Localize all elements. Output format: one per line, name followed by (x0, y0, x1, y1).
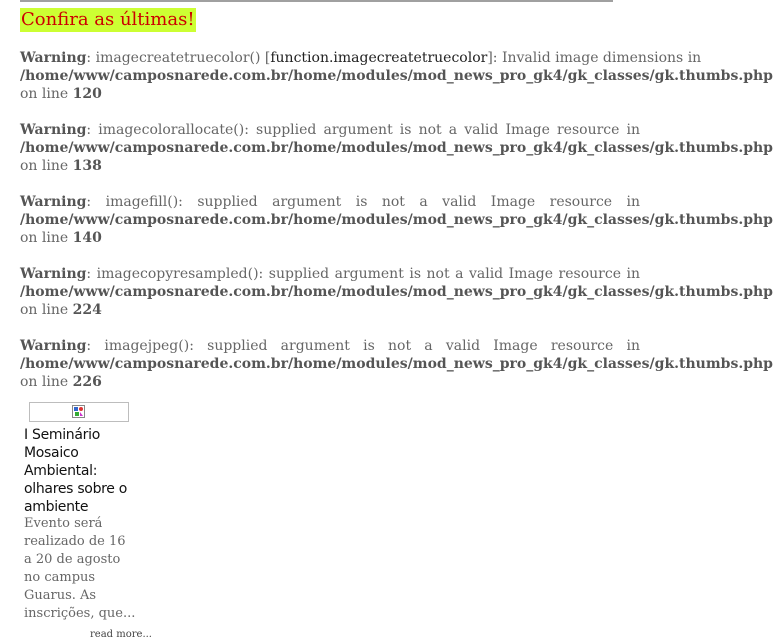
warning-text: imagejpeg(): supplied argument is not a valid Image resource in (104, 338, 641, 354)
news-excerpt: Evento será realizado de 16 a 20 de agosto no campus Guarus. As inscrições, que... (24, 516, 136, 621)
warning-text: : Invalid image dimensions in (492, 50, 702, 66)
warning-line-number: 224 (72, 302, 102, 318)
news-thumbnail[interactable] (29, 402, 129, 422)
warning-path: /home/www/camposnarede.com.br/home/modules/mod_news_pro_gk4/gk_classes/gk.thumbs.php (20, 284, 773, 300)
broken-image-icon (72, 405, 85, 418)
warning-line-number: 138 (72, 158, 102, 174)
warning-line-number: 140 (72, 230, 102, 246)
warning-message: Warning: imagecreatetruecolor() [function.imagecreatetruecolor]: Invalid image dimensions in /home/www/camposnarede.com.br/home/modules/mod_news_pro_gk4/gk_classes/gk.thumbs.php on line 120 (20, 50, 773, 102)
warning-line-number: 120 (72, 86, 102, 102)
warning-text: imagefill(): supplied argument is not a valid Image resource in (105, 194, 641, 210)
warning-line-number: 226 (72, 374, 102, 390)
warning-path: /home/www/camposnarede.com.br/home/modules/mod_news_pro_gk4/gk_classes/gk.thumbs.php (20, 212, 773, 228)
warning-message: Warning: imagefill(): supplied argument is not a valid Image resource in /home/www/camposnarede.com.br/home/modules/mod_news_pro_gk4/gk_classes/gk.thumbs.php on line 140 (20, 194, 773, 246)
warning-message: Warning: imagejpeg(): supplied argument is not a valid Image resource in /home/www/camposnarede.com.br/home/modules/mod_news_pro_gk4/gk_classes/gk.thumbs.php on line 226 (20, 338, 773, 390)
function-link[interactable]: function.imagecreatetruecolor (270, 50, 488, 66)
warning-label: Warning (20, 266, 87, 282)
warning-text: imagecolorallocate(): supplied argument is not a valid Image resource in (98, 122, 640, 138)
warning-path: /home/www/camposnarede.com.br/home/modules/mod_news_pro_gk4/gk_classes/gk.thumbs.php (20, 356, 773, 372)
warning-function: imagecreatetruecolor() (95, 50, 261, 66)
warning-label: Warning (20, 50, 87, 66)
warning-message: Warning: imagecolorallocate(): supplied argument is not a valid Image resource in /home/www/camposnarede.com.br/home/modules/mod_news_pro_gk4/gk_classes/gk.thumbs.php on line 138 (20, 122, 773, 174)
warning-label: Warning (20, 338, 87, 354)
warning-label: Warning (20, 122, 87, 138)
section-title: Confira as últimas! (21, 9, 195, 30)
warning-label: Warning (20, 194, 87, 210)
warning-text: imagecopyresampled(): supplied argument is not a valid Image resource in (96, 266, 640, 282)
php-warnings (20, 49, 773, 409)
warning-message: Warning: imagecopyresampled(): supplied argument is not a valid Image resource in /home/www/camposnarede.com.br/home/modules/mod_news_pro_gk4/gk_classes/gk.thumbs.php on line 224 (20, 266, 773, 318)
warning-path: /home/www/camposnarede.com.br/home/modules/mod_news_pro_gk4/gk_classes/gk.thumbs.php (20, 68, 773, 84)
warning-path: /home/www/camposnarede.com.br/home/modules/mod_news_pro_gk4/gk_classes/gk.thumbs.php (20, 140, 773, 156)
read-more-link[interactable]: read more... (90, 629, 152, 640)
top-divider (20, 0, 613, 2)
news-title-link[interactable]: I Seminário Mosaico Ambiental: olhares sobre o ambiente (24, 427, 128, 515)
